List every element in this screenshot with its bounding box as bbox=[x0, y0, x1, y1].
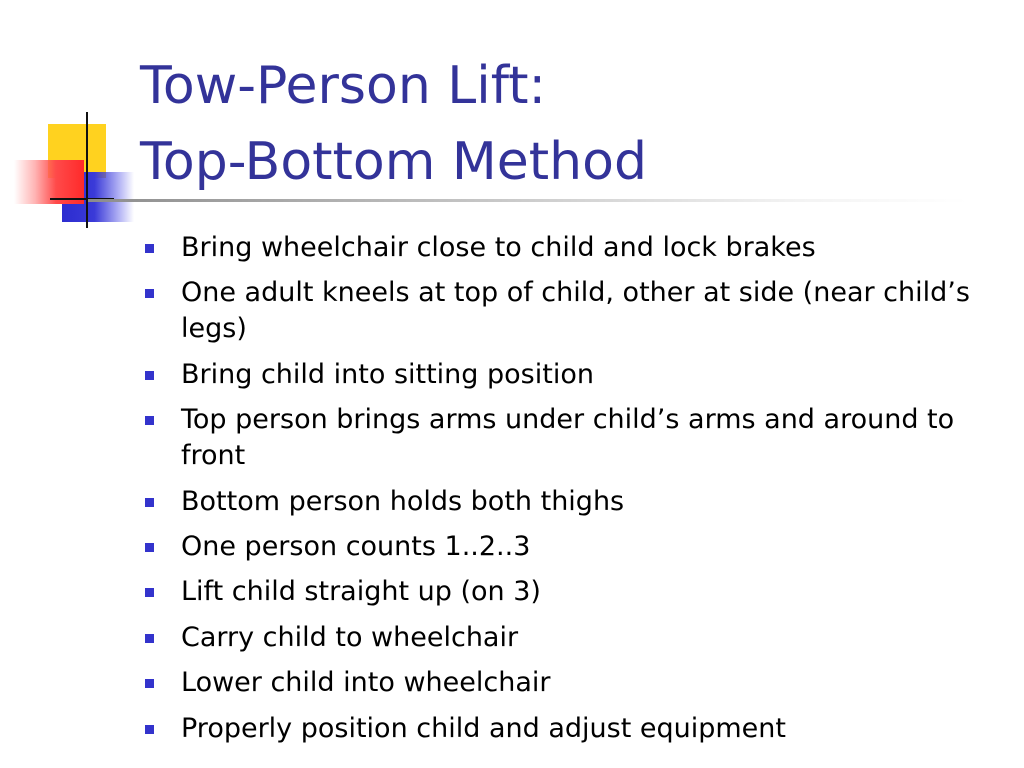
square-bullet-icon bbox=[145, 543, 154, 552]
bullet-text: Lower child into wheelchair bbox=[181, 667, 551, 699]
title-divider bbox=[88, 199, 968, 202]
decorative-logo bbox=[0, 0, 160, 240]
title-line-1: Tow-Person Lift: bbox=[140, 56, 547, 116]
slide-title bbox=[140, 48, 1000, 200]
square-bullet-icon bbox=[145, 679, 154, 688]
bullet-text: Bottom person holds both thighs bbox=[181, 485, 625, 517]
bullet-item bbox=[144, 484, 984, 520]
bullet-text: Properly position child and adjust equipment bbox=[181, 712, 786, 744]
square-bullet-icon bbox=[145, 289, 154, 298]
bullet-item bbox=[144, 665, 984, 701]
bullet-text: Bring wheelchair close to child and lock brakes bbox=[181, 232, 816, 263]
bullet-text: Lift child straight up (on 3) bbox=[181, 576, 541, 608]
square-bullet-icon bbox=[145, 371, 154, 380]
bullet-item bbox=[144, 529, 984, 565]
bullet-text: Bring child into sitting position bbox=[181, 358, 594, 390]
bullet-text: Carry child to wheelchair bbox=[181, 621, 519, 653]
bullet-item bbox=[144, 620, 984, 656]
bullet-item bbox=[144, 402, 984, 474]
bullet-item bbox=[144, 275, 984, 347]
bullet-item bbox=[144, 357, 984, 393]
bullet-text: One adult kneels at top of child, other at side (near child’s legs) bbox=[181, 277, 970, 345]
square-bullet-icon bbox=[145, 244, 154, 253]
bullet-list bbox=[144, 230, 984, 756]
bullet-text: One person counts 1..2..3 bbox=[181, 530, 531, 562]
bullet-item bbox=[144, 711, 984, 747]
square-bullet-icon bbox=[145, 416, 154, 425]
title-line-2: Top-Bottom Method bbox=[140, 132, 647, 192]
square-bullet-icon bbox=[145, 725, 154, 734]
square-bullet-icon bbox=[145, 498, 154, 507]
square-bullet-icon bbox=[145, 634, 154, 643]
square-bullet-icon bbox=[145, 588, 154, 597]
bullet-item bbox=[144, 574, 984, 610]
bullet-item bbox=[144, 230, 984, 266]
bullet-text: Top person brings arms under child’s arms and around to front bbox=[181, 404, 955, 472]
vertical-line bbox=[86, 112, 88, 228]
